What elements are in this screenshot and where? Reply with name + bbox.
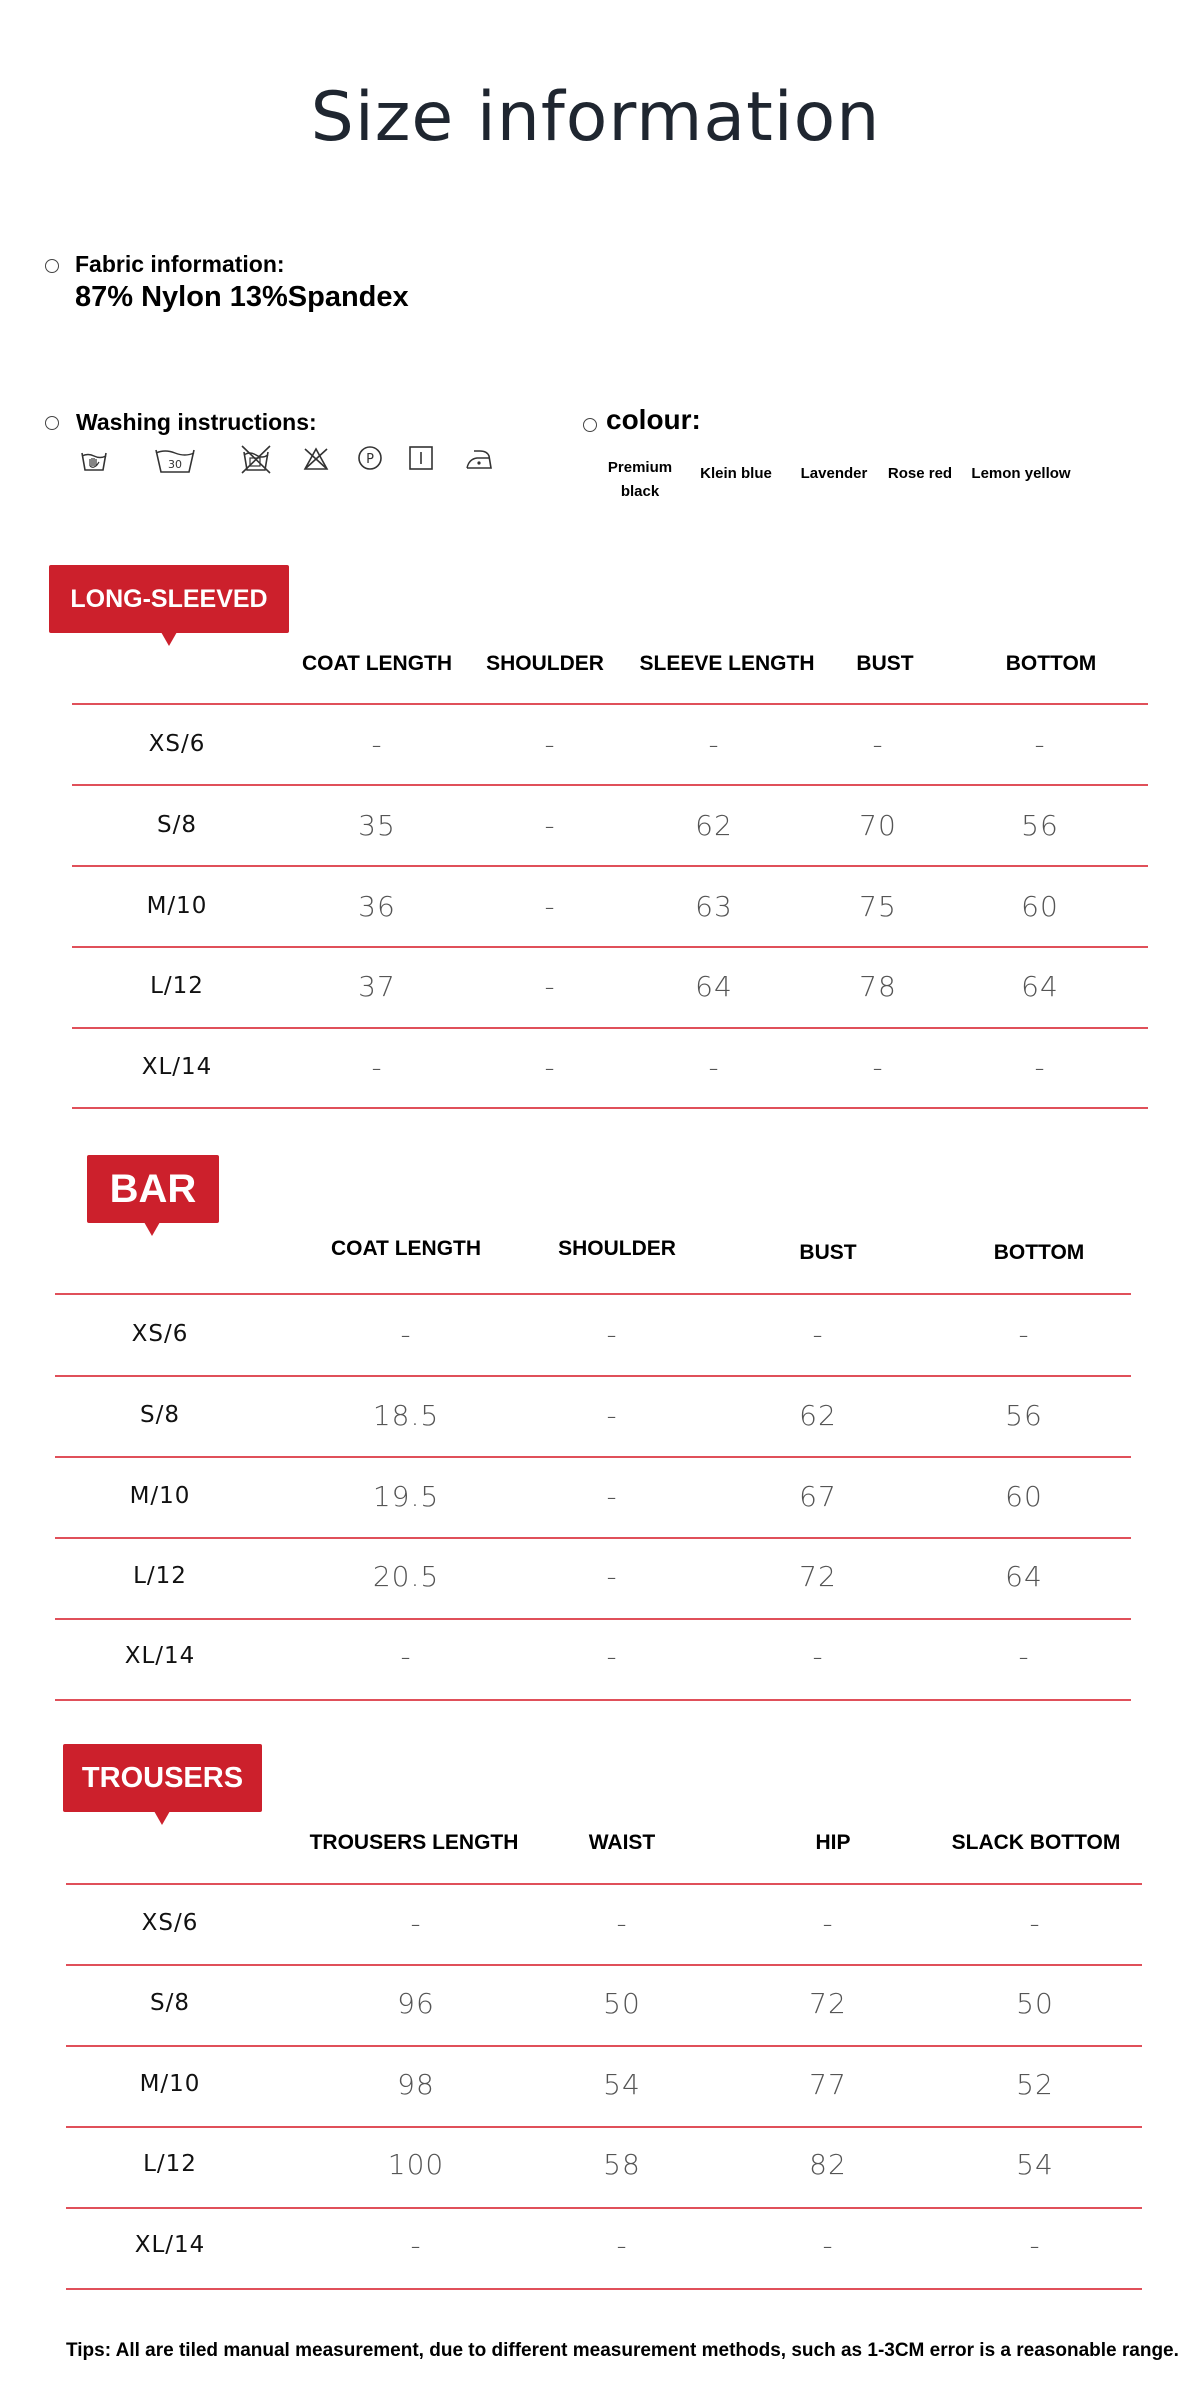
hand-wash-icon (78, 444, 110, 481)
colour-option: Rose red (887, 465, 953, 482)
table-cell: 64 (1021, 970, 1059, 1003)
table-cell: - (872, 728, 884, 761)
table-rule (72, 865, 1148, 867)
table-cell: 64 (1005, 1560, 1043, 1593)
table-cell: - (708, 728, 720, 761)
table-cell: - (872, 1051, 884, 1084)
colour-option: Lemon yellow (971, 465, 1071, 482)
size-label: L/12 (133, 1563, 187, 1589)
header-bust: BUST (799, 1241, 857, 1264)
header-sleeve-length: SLEEVE LENGTH (639, 652, 815, 675)
bar-tag-pointer (144, 1222, 160, 1236)
long-sleeved-tag-pointer (161, 632, 177, 646)
table-cell: - (606, 1399, 618, 1432)
header-slack-bottom: SLACK BOTTOM (951, 1831, 1121, 1854)
table-cell: - (812, 1318, 824, 1351)
table-cell: 64 (695, 970, 733, 1003)
table-cell: - (400, 1318, 412, 1351)
size-label: XS/6 (148, 731, 206, 757)
table-rule (66, 2207, 1142, 2209)
fabric-radio-icon (45, 259, 59, 273)
table-rule (66, 2045, 1142, 2047)
table-cell: - (410, 2229, 422, 2262)
no-bleach-icon (302, 446, 330, 477)
table-cell: 98 (397, 2068, 435, 2101)
size-label: XS/6 (131, 1321, 189, 1347)
header-bust: BUST (856, 652, 914, 675)
size-label: M/10 (129, 1483, 191, 1509)
table-cell: - (410, 1907, 422, 1940)
table-cell: 67 (799, 1480, 837, 1513)
size-label: XL/14 (141, 1054, 213, 1080)
no-tumble-dry-icon (240, 443, 272, 480)
table-cell: 60 (1021, 890, 1059, 923)
header-bottom: BOTTOM (1005, 652, 1097, 675)
table-cell: 77 (809, 2068, 847, 2101)
bar-tag: BAR (87, 1155, 219, 1223)
long-sleeved-tag: LONG-SLEEVED (49, 565, 289, 633)
table-cell: 54 (603, 2068, 641, 2101)
table-rule (55, 1699, 1131, 1701)
table-cell: - (616, 2229, 628, 2262)
table-cell: - (1029, 1907, 1041, 1940)
table-cell: 63 (695, 890, 733, 923)
table-cell: 19.5 (372, 1480, 440, 1513)
table-cell: - (544, 890, 556, 923)
colour-option: Klein blue (700, 465, 772, 482)
size-label: S/8 (150, 1990, 190, 2016)
table-cell: - (708, 1051, 720, 1084)
size-label: L/12 (150, 973, 204, 999)
dry-clean-letter: P (366, 452, 374, 467)
table-cell: 56 (1005, 1399, 1043, 1432)
table-cell: - (1018, 1318, 1030, 1351)
table-cell: 37 (358, 970, 396, 1003)
table-cell: 96 (397, 1987, 435, 2020)
table-cell: 62 (695, 809, 733, 842)
table-cell: - (606, 1318, 618, 1351)
header-shoulder: SHOULDER (486, 652, 604, 675)
table-rule (55, 1618, 1131, 1620)
table-cell: - (1029, 2229, 1041, 2262)
table-cell: - (1034, 1051, 1046, 1084)
table-cell: - (544, 1051, 556, 1084)
table-rule (66, 1964, 1142, 1966)
size-label: XL/14 (134, 2232, 206, 2258)
table-rule (72, 946, 1148, 948)
table-cell: 60 (1005, 1480, 1043, 1513)
table-rule (72, 1027, 1148, 1029)
table-rule (55, 1375, 1131, 1377)
table-cell: 36 (358, 890, 396, 923)
table-cell: 100 (387, 2148, 445, 2181)
table-cell: 56 (1021, 809, 1059, 842)
colour-radio-icon (583, 418, 597, 432)
table-rule (72, 784, 1148, 786)
table-cell: 72 (809, 1987, 847, 2020)
table-cell: 50 (603, 1987, 641, 2020)
table-cell: - (606, 1480, 618, 1513)
colour-label: colour: (606, 404, 701, 435)
washing-label: Washing instructions: (76, 409, 317, 435)
washing-radio-icon (45, 416, 59, 430)
table-cell: 18.5 (372, 1399, 440, 1432)
iron-low-icon (464, 446, 494, 477)
table-cell: - (822, 1907, 834, 1940)
table-rule (72, 1107, 1148, 1109)
table-cell: - (1018, 1640, 1030, 1673)
table-cell: 62 (799, 1399, 837, 1432)
table-cell: 72 (799, 1560, 837, 1593)
page-title: Size information (310, 78, 881, 157)
colour-option: Lavender (800, 465, 868, 482)
table-rule (55, 1456, 1131, 1458)
size-label: M/10 (139, 2071, 201, 2097)
table-cell: 58 (603, 2148, 641, 2181)
table-cell: 54 (1016, 2148, 1054, 2181)
size-label: XS/6 (141, 1910, 199, 1936)
trousers-tag-pointer (154, 1811, 170, 1825)
wash-30-icon (154, 442, 196, 481)
table-cell: - (616, 1907, 628, 1940)
colour-option: Premium black (607, 459, 673, 500)
header-hip: HIP (815, 1831, 851, 1854)
table-cell: - (544, 728, 556, 761)
table-rule (66, 2126, 1142, 2128)
table-cell: 75 (859, 890, 897, 923)
header-coat-length: COAT LENGTH (330, 1237, 482, 1260)
table-cell: - (1034, 728, 1046, 761)
size-label: XL/14 (124, 1643, 196, 1669)
table-cell: 35 (358, 809, 396, 842)
table-cell: - (606, 1640, 618, 1673)
table-cell: 20.5 (372, 1560, 440, 1593)
fabric-label: Fabric information: (75, 251, 285, 277)
size-label: S/8 (140, 1402, 180, 1428)
wash-temp-label: 30 (168, 458, 182, 471)
table-cell: - (544, 970, 556, 1003)
header-bottom: BOTTOM (993, 1241, 1085, 1264)
table-cell: - (544, 809, 556, 842)
table-cell: - (606, 1560, 618, 1593)
header-waist: WAIST (588, 1831, 656, 1854)
table-cell: 78 (859, 970, 897, 1003)
fabric-value: 87% Nylon 13%Spandex (75, 281, 409, 313)
table-rule (66, 2288, 1142, 2290)
table-cell: - (812, 1640, 824, 1673)
table-rule (55, 1293, 1131, 1295)
table-rule (66, 1883, 1142, 1885)
measurement-tips: Tips: All are tiled manual measurement, due to different measurement methods, such as 1-3CM error is a reasonable range. (66, 2340, 1179, 2361)
dry-clean-p-icon (356, 444, 384, 477)
size-label: M/10 (146, 893, 208, 919)
table-cell: 52 (1016, 2068, 1054, 2101)
table-cell: - (371, 1051, 383, 1084)
table-cell: - (400, 1640, 412, 1673)
table-rule (55, 1537, 1131, 1539)
trousers-tag: TROUSERS (63, 1744, 262, 1812)
header-trousers-length: TROUSERS LENGTH (309, 1831, 519, 1854)
header-coat-length: COAT LENGTH (301, 652, 453, 675)
table-rule (72, 703, 1148, 705)
table-cell: 70 (859, 809, 897, 842)
table-cell: - (822, 2229, 834, 2262)
header-shoulder: SHOULDER (558, 1237, 676, 1260)
table-cell: 50 (1016, 1987, 1054, 2020)
table-cell: - (371, 728, 383, 761)
size-label: L/12 (143, 2151, 197, 2177)
table-cell: 82 (809, 2148, 847, 2181)
line-dry-icon (408, 445, 434, 476)
size-label: S/8 (157, 812, 197, 838)
